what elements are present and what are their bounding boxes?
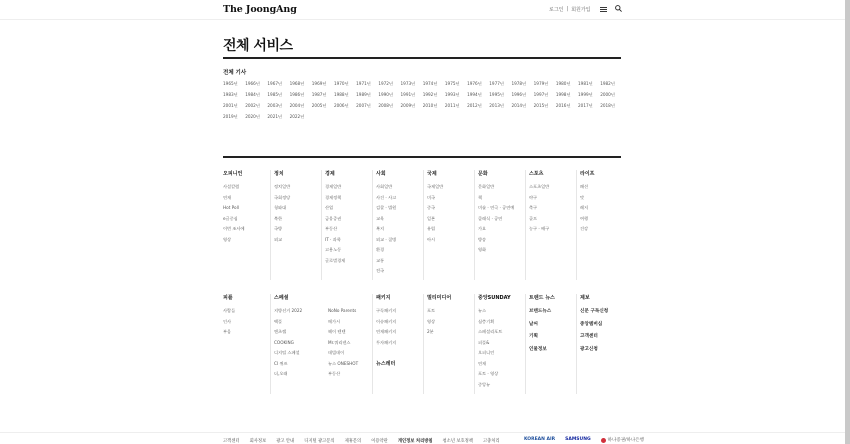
category-heading[interactable]: 피플 — [223, 295, 233, 301]
category-link[interactable]: 인물정보 — [529, 346, 547, 352]
category-link[interactable]: 심층기획 — [478, 318, 495, 324]
year-link[interactable]: 2014년 — [511, 103, 527, 108]
category-link[interactable]: 전국 — [376, 268, 385, 273]
category-column — [376, 294, 424, 367]
category-link[interactable]: 외교 · 질병 — [376, 236, 397, 242]
year-link[interactable]: 1998년 — [555, 92, 571, 97]
category-heading[interactable]: 멀티미디어 — [427, 295, 452, 301]
newsletter-heading[interactable]: 뉴스레터 — [376, 361, 396, 367]
category-link[interactable]: 기획 — [529, 334, 538, 339]
year-link[interactable]: 1992년 — [422, 92, 438, 97]
column-separator — [372, 294, 373, 394]
year-link[interactable]: 1981년 — [578, 81, 593, 86]
category-link[interactable]: 인사 — [223, 318, 232, 324]
category-link[interactable]: 교육 — [376, 215, 385, 221]
category-link[interactable]: 이슈패키지 — [376, 318, 397, 324]
category-heading[interactable]: 스페셜 — [274, 295, 289, 301]
year-link[interactable]: 2018년 — [600, 103, 615, 108]
column-separator — [474, 294, 475, 394]
category-link[interactable]: 사설칼럼 — [223, 184, 240, 189]
header-links — [549, 6, 591, 13]
category-link[interactable]: 야구 — [529, 194, 538, 200]
special-link[interactable]: 팩플 — [274, 318, 283, 324]
footer-link[interactable]: 청소년 보호정책 — [442, 439, 473, 444]
category-link[interactable]: 뉴스 — [478, 308, 487, 313]
section-divider — [223, 156, 621, 158]
category-link[interactable]: 환경 — [376, 247, 385, 252]
year-link[interactable]: 1967년 — [267, 81, 283, 86]
category-link[interactable]: 책 — [478, 194, 483, 200]
category-link[interactable]: 브랜드뉴스 — [529, 309, 552, 314]
category-link[interactable]: 방송 — [478, 236, 487, 242]
category-link[interactable]: 영상 — [427, 318, 436, 324]
category-column — [376, 170, 424, 279]
login-link[interactable]: 로그인 — [549, 7, 564, 13]
year-link[interactable]: 1985년 — [267, 92, 283, 97]
year-link[interactable]: 1977년 — [489, 81, 504, 86]
column-separator — [474, 170, 475, 280]
category-link[interactable]: 레저 — [580, 205, 589, 210]
page-title: 전체 서비스 — [223, 38, 293, 54]
column-separator — [525, 170, 526, 280]
category-link[interactable]: 건강 — [580, 226, 589, 231]
category-link[interactable]: 문화일반 — [478, 184, 495, 189]
category-link[interactable]: 피플& — [478, 339, 490, 345]
footer-link[interactable]: 광고 안내 — [276, 439, 295, 444]
category-link[interactable]: 패션 — [580, 184, 589, 189]
category-link[interactable]: 부음 — [223, 329, 232, 334]
year-link[interactable]: 2004년 — [289, 103, 305, 108]
category-link[interactable]: 가요 — [478, 226, 487, 231]
category-link[interactable]: 포토 — [427, 308, 436, 313]
category-heading[interactable]: 스포츠 — [529, 171, 544, 177]
year-link[interactable]: 1965년 — [223, 81, 238, 86]
category-link[interactable]: 중앙멤버십 — [580, 321, 603, 327]
year-link[interactable]: 1974년 — [422, 81, 438, 86]
column-separator — [576, 294, 577, 394]
title-divider — [223, 57, 621, 59]
special-link[interactable]: COOKING — [274, 339, 294, 345]
special-link[interactable]: 디지털 스페셜 — [274, 350, 300, 355]
hamburger-menu-icon[interactable] — [600, 7, 607, 12]
category-link[interactable]: 신문 구독신청 — [580, 309, 609, 314]
year-link[interactable]: 1999년 — [578, 92, 593, 97]
category-link[interactable]: 부동산 — [325, 226, 338, 231]
category-link[interactable]: 사회일반 — [376, 184, 393, 189]
category-link[interactable]: 여행 — [580, 215, 589, 221]
footer-link[interactable]: 제휴문의 — [344, 439, 362, 444]
category-column — [223, 170, 271, 247]
site-logo[interactable]: The JoongAng — [223, 4, 297, 15]
category-heading[interactable]: 트렌드 뉴스 — [529, 295, 555, 301]
year-link[interactable]: 1987년 — [311, 92, 327, 97]
category-link[interactable]: 영상 — [223, 236, 232, 242]
category-heading[interactable]: 제보 — [580, 295, 590, 301]
year-link[interactable]: 1982년 — [600, 81, 615, 86]
year-link[interactable]: 2016년 — [555, 103, 571, 108]
category-link[interactable]: 사람들 — [223, 308, 236, 313]
year-link[interactable]: 2012년 — [467, 103, 482, 108]
category-link[interactable]: 중앙뉴 — [478, 381, 491, 387]
category-link[interactable]: 골프 — [529, 215, 538, 221]
category-link[interactable]: 청와대 — [274, 205, 287, 210]
category-link[interactable]: 구독패키지 — [376, 308, 397, 313]
year-link[interactable]: 2019년 — [223, 114, 238, 119]
samsung-logo[interactable]: SAMSUNG — [565, 437, 591, 442]
articles-section-title: 전체 기사 — [223, 70, 247, 76]
hana-logo[interactable] — [601, 437, 644, 443]
category-link[interactable]: 정치일반 — [274, 184, 291, 189]
year-link[interactable]: 1983년 — [223, 92, 238, 97]
category-link[interactable]: 포토 · 영상 — [478, 371, 499, 376]
category-link[interactable]: 교통 — [376, 257, 385, 263]
column-separator — [321, 170, 322, 280]
year-link[interactable]: 1969년 — [311, 81, 327, 86]
category-link[interactable]: 경제일반 — [325, 184, 342, 189]
special-link[interactable]: NoNo Parents — [328, 308, 357, 313]
year-link[interactable]: 2022년 — [289, 114, 305, 119]
category-heading[interactable]: 사회 — [376, 171, 386, 177]
year-link[interactable]: 1991년 — [400, 92, 416, 97]
year-link[interactable]: 2011년 — [444, 103, 460, 108]
korean-air-logo[interactable]: KOREAN AIR — [524, 437, 556, 442]
year-archive-list — [223, 81, 623, 120]
year-link[interactable]: 1979년 — [533, 81, 549, 86]
special-link[interactable]: 부동산 — [328, 371, 341, 376]
category-link[interactable]: 검찰 · 법원 — [376, 205, 397, 210]
category-link[interactable]: 연재 — [223, 194, 232, 200]
search-icon[interactable] — [615, 5, 622, 12]
category-column — [223, 294, 271, 340]
category-link[interactable]: 광고신청 — [580, 346, 598, 352]
special-link[interactable]: CI 퀴즈 — [274, 360, 288, 366]
category-column — [427, 294, 475, 340]
special-link[interactable]: 헤이 텐텐 — [328, 329, 346, 334]
site-header — [0, 0, 845, 20]
footer-link[interactable]: 이용약관 — [371, 439, 388, 444]
special-link[interactable]: 지방선거 2022 — [274, 308, 303, 313]
year-link[interactable]: 1995년 — [489, 92, 504, 97]
year-link[interactable]: 1971년 — [356, 81, 371, 86]
year-link[interactable]: 2021년 — [267, 114, 283, 119]
year-link[interactable]: 1976년 — [467, 81, 482, 86]
category-link[interactable]: 투자패키지 — [376, 339, 397, 345]
year-link[interactable]: 1980년 — [555, 81, 571, 86]
site-footer — [0, 432, 845, 444]
footer-link[interactable]: 고객센터 — [223, 439, 240, 444]
year-link[interactable]: 1988년 — [333, 92, 349, 97]
category-link[interactable]: 스포츠일반 — [529, 184, 550, 189]
category-link[interactable]: 복지 — [376, 226, 385, 231]
category-link[interactable]: 사건 · 사고 — [376, 194, 397, 200]
year-link[interactable]: 1975년 — [444, 81, 460, 86]
category-link[interactable]: 아시 — [427, 236, 436, 242]
category-link[interactable]: 연재패키지 — [376, 329, 397, 334]
category-link[interactable]: 유럽 — [427, 226, 436, 231]
category-link[interactable]: 국회정당 — [274, 194, 291, 200]
category-heading[interactable]: 오피니언 — [223, 171, 243, 177]
year-link[interactable]: 2003년 — [267, 103, 283, 108]
category-link[interactable]: 축구 — [529, 205, 538, 210]
column-separator — [270, 170, 271, 280]
special-link[interactable]: 더,오래 — [274, 371, 288, 376]
footer-link[interactable]: 회사정보 — [249, 439, 267, 444]
category-heading[interactable]: 정치 — [274, 171, 284, 177]
hana-logo-text: 하나증권/하나은행 — [607, 438, 644, 443]
year-link[interactable]: 2009년 — [400, 103, 416, 108]
category-column — [529, 294, 577, 358]
category-link[interactable]: 영화 — [478, 247, 487, 252]
special-link[interactable]: Mr.쿼리댄스 — [328, 339, 351, 345]
category-link[interactable]: Hot Poll — [223, 205, 239, 210]
category-link[interactable]: 산업 — [325, 205, 334, 210]
category-link[interactable]: IT · 과학 — [325, 236, 341, 242]
column-separator — [423, 294, 424, 394]
hana-mark-icon — [601, 438, 606, 443]
year-link[interactable]: 2013년 — [489, 103, 504, 108]
scrollbar-thumb[interactable] — [845, 0, 850, 444]
category-link[interactable]: 국제일반 — [427, 184, 444, 189]
category-link[interactable]: 이번 조사에 — [223, 226, 245, 231]
category-link[interactable]: 중국 — [427, 205, 436, 210]
year-link[interactable]: 1994년 — [467, 92, 482, 97]
year-link[interactable]: 2007년 — [356, 103, 371, 108]
category-heading[interactable]: 문화 — [478, 171, 488, 177]
year-link[interactable]: 1997년 — [533, 92, 549, 97]
category-link[interactable]: 북한 — [274, 215, 283, 221]
year-link[interactable]: 2010년 — [422, 103, 438, 108]
category-column — [274, 170, 322, 247]
footer-link[interactable]: 디지털 광고문의 — [304, 439, 335, 444]
year-link[interactable]: 2017년 — [578, 103, 593, 108]
category-link[interactable]: 날씨 — [529, 321, 538, 327]
special-link[interactable]: 메가시 — [328, 318, 341, 324]
category-heading[interactable]: 국제 — [427, 171, 437, 177]
category-link[interactable]: 글로벌경제 — [325, 257, 346, 263]
column-separator — [423, 170, 424, 280]
footer-link[interactable]: 개인정보 처리방침 — [397, 439, 433, 444]
year-link[interactable]: 2000년 — [600, 92, 615, 97]
footer-link[interactable]: 고충처리 — [482, 439, 500, 444]
category-link[interactable]: 스페셜리포트 — [478, 329, 503, 334]
category-heading[interactable]: 중앙SUNDAY — [478, 295, 511, 301]
year-link[interactable]: 1970년 — [333, 81, 349, 86]
year-link[interactable]: 1989년 — [356, 92, 371, 97]
year-link[interactable]: 2005년 — [311, 103, 327, 108]
category-link[interactable]: 고용노동 — [325, 247, 342, 252]
category-heading[interactable]: 라이프 — [580, 171, 595, 177]
category-column — [580, 170, 628, 237]
year-link[interactable]: 1996년 — [511, 92, 527, 97]
year-link[interactable]: 1972년 — [378, 81, 394, 86]
category-column — [427, 170, 475, 247]
category-link[interactable]: 금융증권 — [325, 215, 342, 221]
category-link[interactable]: 2분 — [427, 329, 434, 334]
category-column — [478, 294, 526, 392]
footer-links — [223, 438, 500, 444]
year-link[interactable]: 1978년 — [511, 81, 527, 86]
special-link[interactable]: 뉴스 ONESHOT — [328, 360, 359, 366]
year-link[interactable]: 2015년 — [533, 103, 549, 108]
category-link[interactable]: e글중심 — [223, 215, 238, 221]
signup-link[interactable]: 회원가입 — [571, 7, 591, 13]
category-link[interactable]: 미국 — [427, 194, 436, 200]
column-separator — [576, 170, 577, 280]
year-link[interactable]: 2002년 — [245, 103, 260, 108]
year-link[interactable]: 1973년 — [400, 81, 416, 86]
special-link[interactable]: 데빌데이 — [328, 350, 345, 355]
category-link[interactable]: 고객센터 — [580, 334, 598, 339]
category-link[interactable]: 외교 — [274, 236, 283, 242]
year-link[interactable]: 2006년 — [333, 103, 349, 108]
special-link[interactable]: 앤츠랩 — [274, 329, 287, 334]
year-link[interactable]: 2001년 — [223, 103, 238, 108]
year-link[interactable]: 1984년 — [245, 92, 260, 97]
category-heading[interactable]: 패키지 — [376, 295, 391, 301]
category-column — [529, 170, 577, 237]
category-link[interactable]: 연재 — [478, 360, 487, 366]
special-column — [274, 294, 374, 382]
category-heading[interactable]: 경제 — [325, 171, 335, 177]
year-link[interactable]: 1990년 — [378, 92, 394, 97]
category-link[interactable]: 오피니언 — [478, 350, 495, 355]
year-link[interactable]: 1968년 — [289, 81, 305, 86]
category-link[interactable]: 농구 · 배구 — [529, 226, 550, 231]
year-link[interactable]: 1966년 — [245, 81, 260, 86]
category-column — [325, 170, 373, 268]
column-separator — [525, 294, 526, 394]
category-link[interactable]: 미술 · 연극 · 공연예 — [478, 205, 515, 210]
year-link[interactable]: 2008년 — [378, 103, 394, 108]
category-link[interactable]: 국방 — [274, 226, 283, 231]
category-link[interactable]: 경제정책 — [325, 194, 342, 200]
category-link[interactable]: 맛 — [580, 194, 585, 200]
category-column — [580, 294, 628, 358]
column-separator — [270, 294, 271, 394]
header-link-divider: | — [566, 6, 569, 12]
category-column — [478, 170, 526, 258]
year-link[interactable]: 1993년 — [444, 92, 460, 97]
category-link[interactable]: 클래식 · 공연 — [478, 215, 503, 221]
column-separator — [372, 170, 373, 280]
category-link[interactable]: 일본 — [427, 215, 436, 221]
year-link[interactable]: 2020년 — [245, 114, 260, 119]
scrollbar-track[interactable] — [845, 0, 850, 444]
partner-logos — [524, 437, 644, 443]
year-link[interactable]: 1986년 — [289, 92, 305, 97]
